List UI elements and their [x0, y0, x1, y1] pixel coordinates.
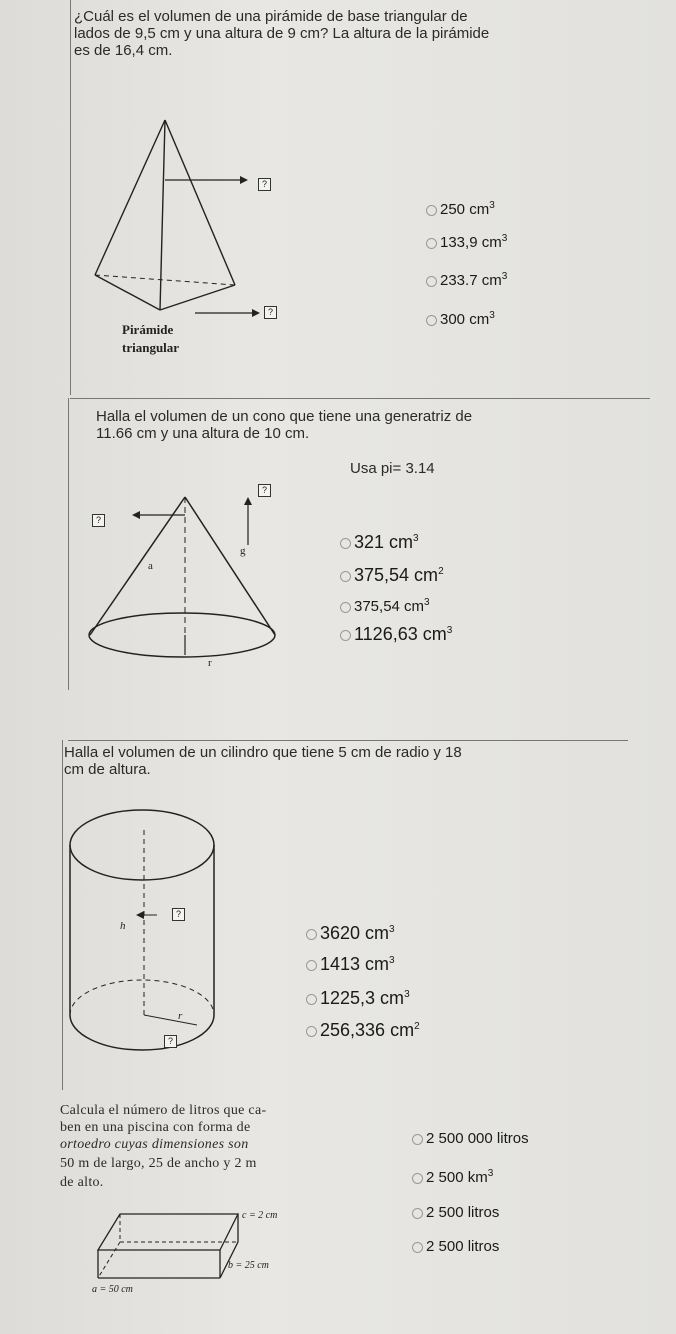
- q1-text-line1: ¿Cuál es el volumen de una pirámide de base triangular de: [74, 8, 468, 25]
- radio-icon[interactable]: [426, 238, 437, 249]
- radio-icon[interactable]: [306, 929, 317, 940]
- q1-option-3-label: 233.7 cm: [440, 272, 502, 289]
- q3-option-2[interactable]: [306, 954, 395, 975]
- cylinder-figure: [62, 800, 222, 1070]
- q4-option-1-label: 2 500 000 litros: [426, 1130, 529, 1147]
- q2-option-2-exp: 2: [438, 566, 444, 577]
- q2-text-line1: Halla el volumen de un cono que tiene una generatriz de: [96, 408, 473, 425]
- q4-option-4[interactable]: [412, 1238, 499, 1255]
- q1-option-2[interactable]: [426, 233, 507, 251]
- q3-unknown-mark-bottom: ?: [164, 1035, 177, 1048]
- q2-option-3[interactable]: [340, 597, 430, 615]
- q2-option-4[interactable]: [340, 624, 452, 645]
- q2-option-1[interactable]: [340, 532, 419, 553]
- q1-option-4-label: 300 cm: [440, 311, 490, 328]
- q2-option-1-exp: 3: [413, 533, 419, 544]
- q2-option-4-label: 1126,63 cm: [354, 624, 447, 644]
- q2-fig-label-g: g: [240, 545, 246, 557]
- q1-option-3[interactable]: [426, 271, 507, 289]
- q4-option-2-label: 2 500 km: [426, 1169, 488, 1186]
- q3-fig-label-r: r: [178, 1010, 183, 1022]
- q1-figure-label-line2: triangular: [122, 340, 180, 355]
- q4-option-3-label: 2 500 litros: [426, 1204, 500, 1221]
- q4-text-line2: ben en una piscina con forma de: [60, 1120, 251, 1135]
- q3-option-1[interactable]: [306, 923, 395, 944]
- q2-divider: [68, 740, 628, 741]
- q3-option-3-label: 1225,3 cm: [320, 988, 405, 1008]
- q2-option-4-exp: 3: [446, 625, 453, 636]
- q2-option-3-exp: 3: [424, 597, 430, 608]
- radio-icon[interactable]: [340, 602, 351, 613]
- q1-option-1[interactable]: [426, 200, 495, 218]
- radio-icon[interactable]: [340, 538, 351, 549]
- q3-option-1-exp: 3: [389, 924, 395, 935]
- q1-margin-line: [70, 0, 71, 395]
- q3-option-4-label: 256,336 cm: [320, 1020, 415, 1040]
- q3-option-3-exp: 3: [404, 989, 410, 1000]
- radio-icon[interactable]: [412, 1208, 423, 1219]
- q2-text-line2: 11.66 cm y una altura de 10 cm.: [96, 425, 310, 442]
- radio-icon[interactable]: [426, 276, 437, 287]
- radio-icon[interactable]: [412, 1173, 423, 1184]
- radio-icon[interactable]: [412, 1242, 423, 1253]
- q4-fig-label-a: a = 50 cm: [92, 1284, 133, 1295]
- q1-option-2-label: 133,9 cm: [440, 234, 502, 251]
- radio-icon[interactable]: [306, 960, 317, 971]
- radio-icon[interactable]: [340, 630, 351, 641]
- q4-fig-label-b: b = 25 cm: [228, 1260, 269, 1271]
- q2-unknown-mark-left: ?: [92, 514, 105, 527]
- q1-option-4[interactable]: [426, 310, 495, 328]
- q2-fig-label-r: r: [208, 657, 212, 669]
- q1-option-4-exp: 3: [489, 310, 495, 321]
- q1-divider: [70, 398, 650, 399]
- q2-unknown-mark-right: ?: [258, 484, 271, 497]
- q3-text-line1: Halla el volumen de un cilindro que tiene 5 cm de radio y 18: [64, 744, 462, 761]
- q4-text-line4: 50 m de largo, 25 de ancho y 2 m: [60, 1156, 257, 1171]
- radio-icon[interactable]: [426, 315, 437, 326]
- q4-option-1[interactable]: [412, 1130, 529, 1147]
- cone-figure: [85, 485, 295, 685]
- q4-option-3[interactable]: [412, 1204, 499, 1221]
- radio-icon[interactable]: [306, 1026, 317, 1037]
- q3-text-line2: cm de altura.: [64, 761, 151, 778]
- q3-option-2-label: 1413 cm: [320, 954, 390, 974]
- q4-option-4-label: 2 500 litros: [426, 1238, 500, 1255]
- q2-option-2-label: 375,54 cm: [354, 565, 439, 585]
- radio-icon[interactable]: [426, 205, 437, 216]
- q3-option-2-exp: 3: [389, 955, 395, 966]
- radio-icon[interactable]: [306, 994, 317, 1005]
- radio-icon[interactable]: [340, 571, 351, 582]
- q1-option-1-label: 250 cm: [440, 201, 490, 218]
- q4-option-2-exp: 3: [487, 1168, 494, 1179]
- q2-option-2[interactable]: [340, 565, 444, 586]
- q3-option-1-label: 3620 cm: [320, 923, 390, 943]
- q3-option-4[interactable]: [306, 1020, 420, 1041]
- q1-option-1-exp: 3: [489, 200, 495, 211]
- q2-option-3-label: 375,54 cm: [354, 598, 425, 615]
- q1-unknown-mark-bottom: ?: [264, 306, 277, 319]
- q1-option-2-exp: 3: [501, 233, 508, 244]
- q1-option-3-exp: 3: [501, 271, 508, 282]
- q3-option-3[interactable]: [306, 988, 410, 1009]
- q3-option-4-exp: 2: [414, 1021, 420, 1032]
- radio-icon[interactable]: [412, 1134, 423, 1145]
- q3-unknown-mark-top: ?: [172, 908, 185, 921]
- q4-fig-label-c: c = 2 cm: [242, 1210, 278, 1221]
- q1-text-line3: es de 16,4 cm.: [74, 42, 173, 59]
- q4-text-line5: de alto.: [60, 1175, 104, 1190]
- q4-text-line1: Calcula el número de litros que ca-: [60, 1103, 267, 1118]
- q4-option-2[interactable]: [412, 1168, 493, 1186]
- q2-margin-line: [68, 398, 69, 690]
- q3-fig-label-h: h: [120, 920, 126, 932]
- q4-text-line3: ortoedro cuyas dimensiones son: [60, 1137, 249, 1152]
- q2-fig-label-a: a: [148, 560, 153, 572]
- q1-text-line2: lados de 9,5 cm y una altura de 9 cm? La altura de la pirámide: [74, 25, 490, 42]
- q2-option-1-label: 321 cm: [354, 532, 414, 552]
- q2-pi-note: Usa pi= 3.14: [350, 460, 435, 477]
- q1-unknown-mark-top: ?: [258, 178, 271, 191]
- q1-figure-label-line1: Pirámide: [122, 322, 174, 337]
